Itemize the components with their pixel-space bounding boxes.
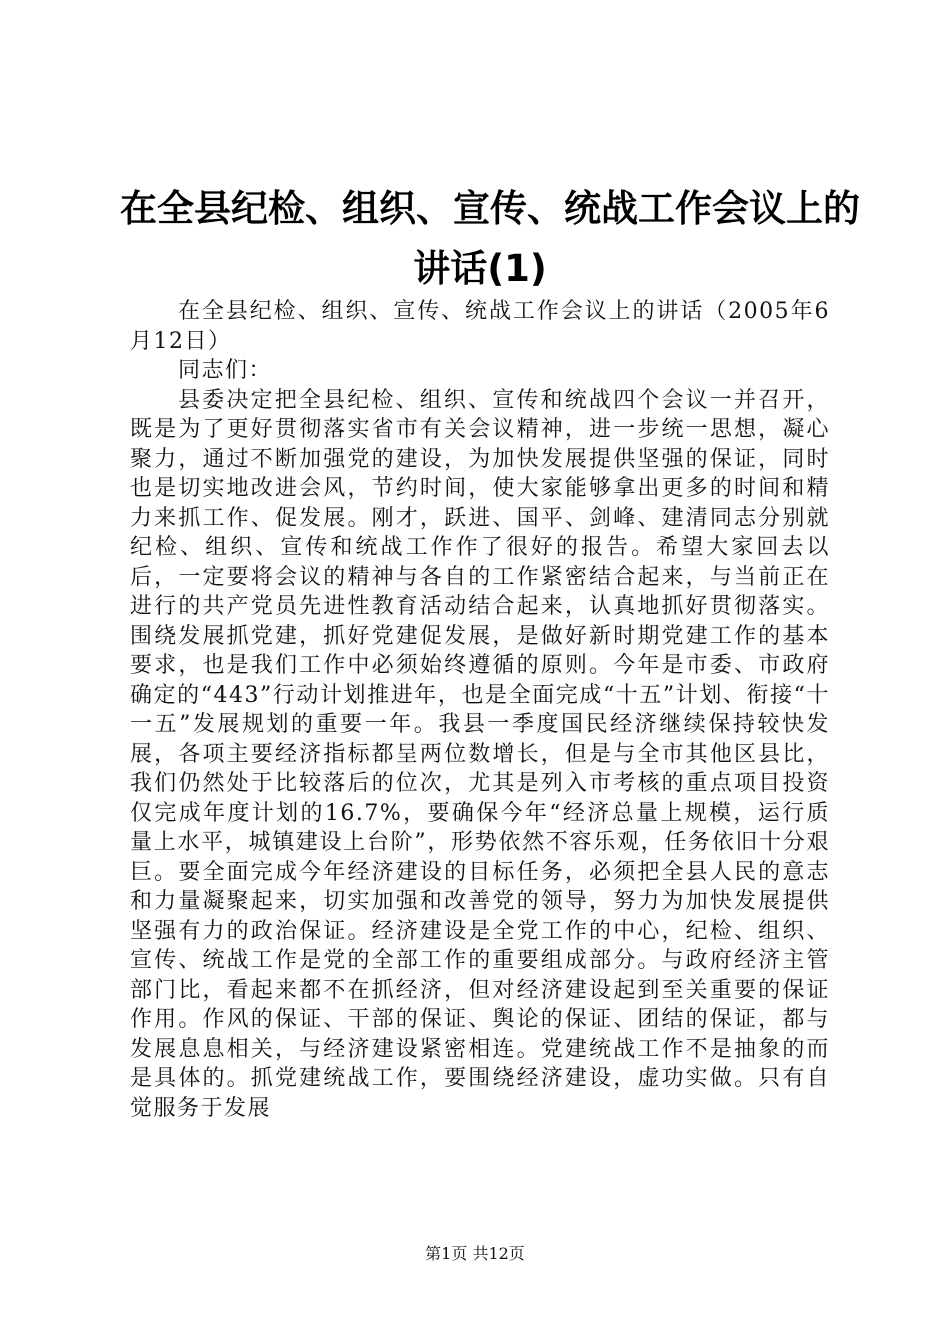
document-body [130,297,830,1123]
salutation-paragraph: 同志们： [178,358,273,383]
body-paragraph: 县委决定把全县纪检、组织、宣传和统战四个会议一并召开，既是为了更好贯彻落实省市有关会议精神，进一步统一思想，凝心聚力，通过不断加强党的建设，为加快发展提供坚强的保证，同时也是切实地改进会风，节约时间，使大家能够拿出更多的时间和精力来抓工作、促发展。刚才，跃进、国平、剑峰、建清同志分别就纪检、组织、宣传和统战工作作了很好的报告。希望大家回去以后，一定要将会议的精神与各自的工作紧密结合起来，与当前正在进行的共产党员先进性教育活动结合起来，认真地抓好贯彻落实。围绕发展抓党建，抓好党建促发展，是做好新时期党建工作的基本要求，也是我们工作中必须始终遵循的原则。今年是市委、市政府确定的“443”行动计划推进年，也是全面完成“十五”计划、衔接“十一五”发展规划的重要一年。我县一季度国民经济继续保持较快发展，各项主要经济指标都呈两位数增长，但是与全市其他区县比，我们仍然处于比较落后的位次，尤其是列入市考核的重点项目投资仅完成年度计划的16.7%，要确保今年“经济总量上规模，运行质量上水平，城镇建设上台阶”，形势依然不容乐观，任务依旧十分艰巨。要全面完成今年经济建设的目标任务，必须把全县人民的意志和力量凝聚起来，切实加强和改善党的领导，努力为加快发展提供坚强有力的政治保证。经济建设是全党工作的中心，纪检、组织、宣传、统战工作是党的全部工作的重要组成部分。与政府经济主管部门比，看起来都不在抓经济，但对经济建设起到至关重要的保证作用。作风的保证、干部的保证、舆论的保证、团结的保证，都与发展息息相关，与经济建设紧密相连。党建统战工作不是抽象的而是具体的。抓党建统战工作，要围绕经济建设，虚功实做。只有自觉服务于发展 [130,387,830,1121]
document-title-line-1: 在全县纪检、组织、宣传、统战工作会议上的 [120,187,860,230]
page-number-footer: 第1页 共12页 [425,1244,525,1263]
document-title-line-2: 讲话(1) [413,247,547,290]
subtitle-paragraph: 在全县纪检、组织、宣传、统战工作会议上的讲话（2005年6月12日） [130,299,830,354]
